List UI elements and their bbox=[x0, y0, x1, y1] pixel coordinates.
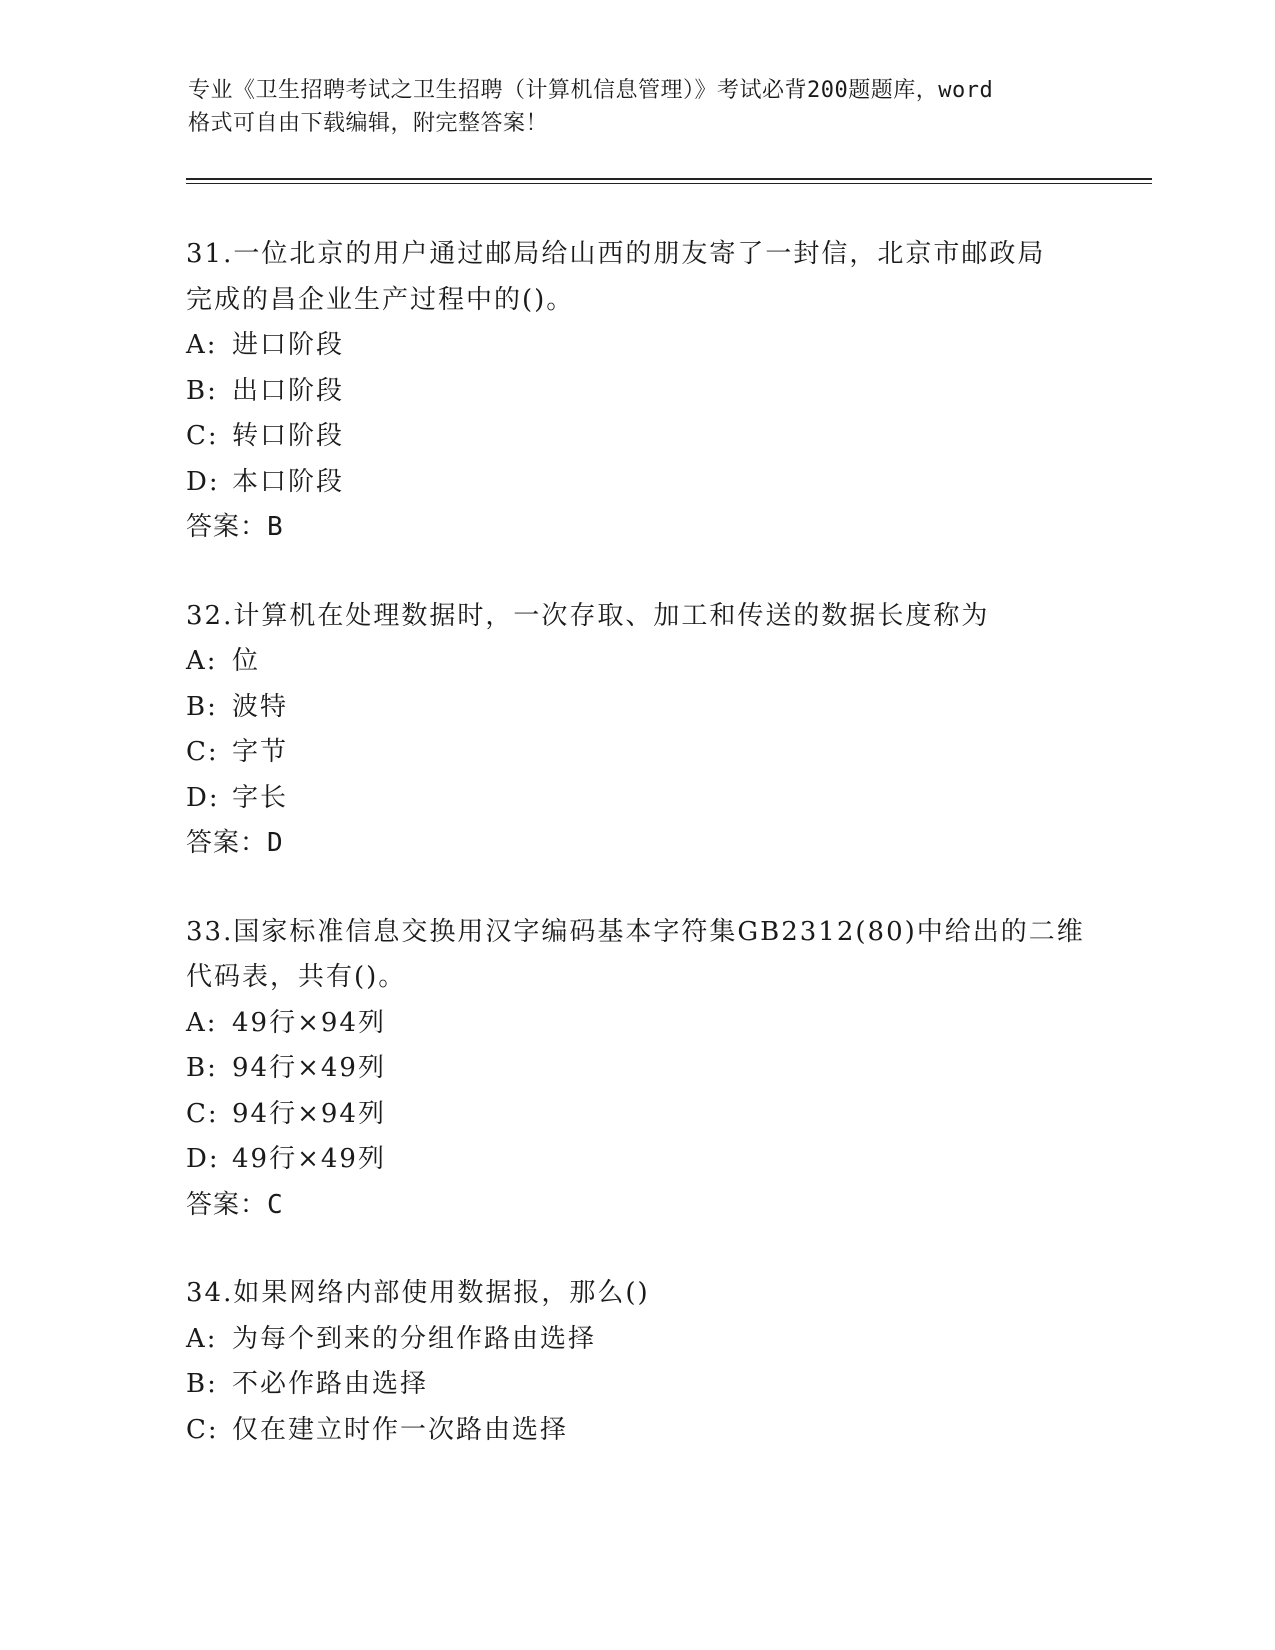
question-list bbox=[186, 232, 1086, 1496]
option-letter: C: bbox=[186, 1414, 219, 1445]
option-letter: A: bbox=[186, 1323, 218, 1354]
option-letter: D: bbox=[186, 1144, 220, 1174]
question-33 bbox=[186, 910, 1086, 1229]
question-34 bbox=[186, 1271, 1086, 1453]
option-text: 94行×49列 bbox=[232, 1053, 386, 1083]
option-a bbox=[186, 1317, 1086, 1363]
option-letter: B: bbox=[186, 691, 218, 722]
option-c bbox=[186, 730, 1086, 776]
option-text: 本口阶段 bbox=[232, 466, 345, 497]
option-letter: D: bbox=[186, 782, 220, 813]
option-text: 仅在建立时作一次路由选择 bbox=[232, 1414, 569, 1445]
document-header bbox=[188, 74, 1088, 140]
option-letter: C: bbox=[186, 421, 219, 451]
option-d bbox=[186, 460, 1086, 506]
option-text: 49行×94列 bbox=[232, 1007, 386, 1038]
question-text-line: 34.如果网络内部使用数据报，那么() bbox=[186, 1278, 650, 1308]
header-line-2: 格式可自由下载编辑，附完整答案！ bbox=[188, 111, 549, 136]
option-letter: A: bbox=[186, 330, 218, 360]
option-b bbox=[186, 1046, 1086, 1092]
option-text: 字节 bbox=[232, 737, 289, 767]
option-d bbox=[186, 1137, 1086, 1183]
question-32 bbox=[186, 594, 1086, 867]
option-letter: B: bbox=[186, 1369, 218, 1399]
option-letter: B: bbox=[186, 375, 218, 406]
option-text: 49行×49列 bbox=[232, 1144, 386, 1174]
option-text: 转口阶段 bbox=[232, 421, 345, 451]
answer-line: 答案：D bbox=[186, 828, 284, 858]
header-line-1: 专业《卫生招聘考试之卫生招聘（计算机信息管理）》考试必背200题题库，word bbox=[188, 78, 994, 103]
option-a bbox=[186, 1001, 1086, 1047]
option-text: 字长 bbox=[232, 782, 289, 813]
question-text bbox=[186, 910, 1086, 1001]
header-divider-thick bbox=[186, 178, 1152, 180]
option-text: 94行×94列 bbox=[232, 1098, 386, 1129]
question-text-line: 代码表，共有()。 bbox=[186, 962, 407, 992]
question-31 bbox=[186, 232, 1086, 551]
option-text: 位 bbox=[232, 646, 261, 676]
option-d bbox=[186, 776, 1086, 822]
option-b bbox=[186, 369, 1086, 415]
option-letter: A: bbox=[186, 646, 218, 676]
header-divider-thin bbox=[186, 183, 1152, 184]
option-b bbox=[186, 685, 1086, 731]
option-text: 出口阶段 bbox=[232, 375, 345, 406]
option-text: 进口阶段 bbox=[232, 330, 345, 360]
question-text-line: 31.一位北京的用户通过邮局给山西的朋友寄了一封信，北京市邮政局 bbox=[186, 239, 1046, 269]
option-letter: C: bbox=[186, 1098, 219, 1129]
option-letter: B: bbox=[186, 1053, 218, 1083]
option-text: 为每个到来的分组作路由选择 bbox=[232, 1323, 597, 1354]
option-a bbox=[186, 639, 1086, 685]
option-c bbox=[186, 1408, 1086, 1454]
option-c bbox=[186, 1092, 1086, 1138]
option-letter: C: bbox=[186, 737, 219, 767]
option-letter: A: bbox=[186, 1007, 218, 1038]
answer-line: 答案：C bbox=[186, 1189, 284, 1220]
option-a bbox=[186, 323, 1086, 369]
question-text bbox=[186, 232, 1086, 323]
option-text: 不必作路由选择 bbox=[232, 1369, 429, 1399]
option-text: 波特 bbox=[232, 691, 289, 722]
option-c bbox=[186, 414, 1086, 460]
question-text bbox=[186, 1271, 1086, 1317]
question-text-line: 完成的昌企业生产过程中的()。 bbox=[186, 284, 575, 315]
question-text bbox=[186, 594, 1086, 640]
question-text-line: 33.国家标准信息交换用汉字编码基本字符集GB2312(80)中给出的二维 bbox=[186, 916, 1085, 947]
question-text-line: 32.计算机在处理数据时，一次存取、加工和传送的数据长度称为 bbox=[186, 600, 990, 631]
answer-line: 答案：B bbox=[186, 512, 284, 542]
option-b bbox=[186, 1362, 1086, 1408]
option-letter: D: bbox=[186, 466, 220, 497]
